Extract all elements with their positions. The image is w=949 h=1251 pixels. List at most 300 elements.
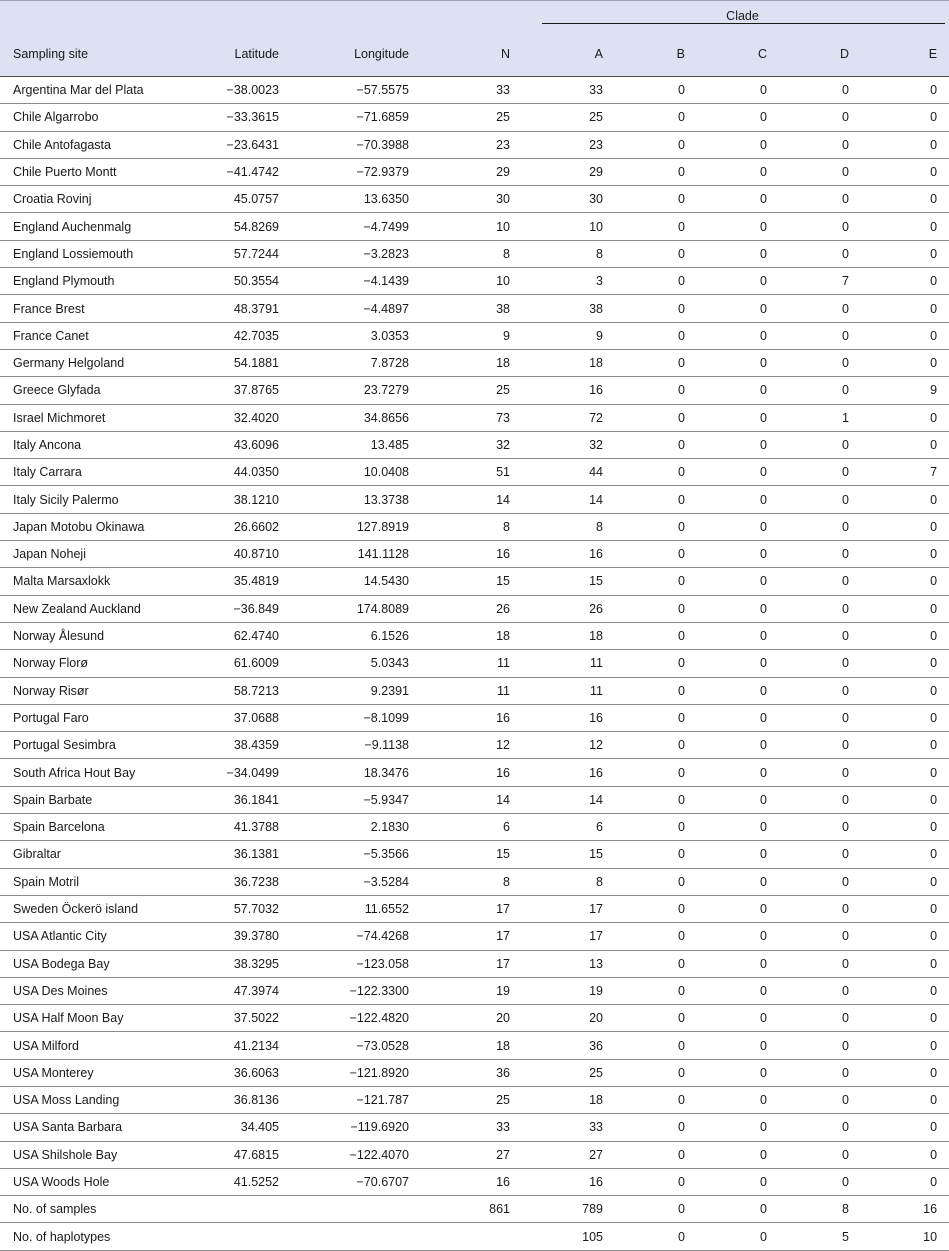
cell-clade-a: 16: [522, 704, 615, 731]
cell-clade-d: 0: [779, 595, 861, 622]
cell-latitude: 40.8710: [200, 541, 291, 568]
cell-sampling-site: Japan Motobu Okinawa: [0, 513, 200, 540]
cell-clade-e: 0: [861, 158, 949, 185]
cell-clade-e: 0: [861, 622, 949, 649]
cell-clade-b: 0: [615, 186, 697, 213]
cell-clade-a: 19: [522, 977, 615, 1004]
cell-clade-c: 0: [697, 732, 779, 759]
cell-longitude: −4.4897: [291, 295, 431, 322]
cell-clade-d: 0: [779, 213, 861, 240]
cell-sampling-site: England Lossiemouth: [0, 240, 200, 267]
cell-clade-e: 0: [861, 1005, 949, 1032]
cell-clade-b: 0: [615, 213, 697, 240]
cell-sampling-site: Croatia Rovinj: [0, 186, 200, 213]
cell-clade-b: 0: [615, 295, 697, 322]
cell-n: 8: [431, 240, 522, 267]
cell-longitude: −121.787: [291, 1086, 431, 1113]
col-header-clade-c: C: [697, 32, 779, 77]
table-row: [0, 650, 949, 677]
cell-clade-b: 0: [615, 268, 697, 295]
cell-clade-a: 26: [522, 595, 615, 622]
table-row: [0, 1059, 949, 1086]
cell-clade-c: 0: [697, 977, 779, 1004]
cell-latitude: 32.4020: [200, 404, 291, 431]
cell-clade-e: 0: [861, 677, 949, 704]
cell-sampling-site: Sweden Öckerö island: [0, 895, 200, 922]
table-row: [0, 786, 949, 813]
cell-latitude: 39.3780: [200, 923, 291, 950]
cell-clade-c: 0: [697, 513, 779, 540]
cell-sampling-site: Spain Motril: [0, 868, 200, 895]
cell-latitude: −23.6431: [200, 131, 291, 158]
cell-clade-a: 25: [522, 1059, 615, 1086]
table-row: [0, 131, 949, 158]
cell-latitude: 54.1881: [200, 349, 291, 376]
cell-n: 14: [431, 486, 522, 513]
cell-clade-b: 0: [615, 1141, 697, 1168]
cell-clade-e: 0: [861, 1059, 949, 1086]
cell-clade-b: 0: [615, 1086, 697, 1113]
cell-clade-b: 0: [615, 240, 697, 267]
cell-sampling-site: Germany Helgoland: [0, 349, 200, 376]
cell-clade-a: 8: [522, 240, 615, 267]
cell-clade-b: 0: [615, 459, 697, 486]
cell-latitude: 42.7035: [200, 322, 291, 349]
table-row: [0, 1196, 949, 1223]
cell-latitude: 57.7244: [200, 240, 291, 267]
cell-sampling-site: Japan Noheji: [0, 541, 200, 568]
cell-longitude: 13.3738: [291, 486, 431, 513]
cell-clade-d: 0: [779, 895, 861, 922]
cell-longitude: −123.058: [291, 950, 431, 977]
cell-clade-e: 0: [861, 923, 949, 950]
cell-clade-d: 0: [779, 568, 861, 595]
table-row: [0, 513, 949, 540]
cell-n: 25: [431, 1086, 522, 1113]
cell-clade-c: 0: [697, 923, 779, 950]
cell-clade-e: 0: [861, 1032, 949, 1059]
table-row: [0, 459, 949, 486]
cell-clade-c: 0: [697, 186, 779, 213]
cell-clade-a: 18: [522, 622, 615, 649]
cell-clade-d: 0: [779, 759, 861, 786]
cell-latitude: 35.4819: [200, 568, 291, 595]
cell-clade-c: 0: [697, 104, 779, 131]
cell-latitude: 58.7213: [200, 677, 291, 704]
cell-clade-c: 0: [697, 868, 779, 895]
cell-clade-a: 23: [522, 131, 615, 158]
table-row: [0, 1086, 949, 1113]
cell-clade-e: 10: [861, 1223, 949, 1250]
table-row: [0, 622, 949, 649]
cell-clade-e: 0: [861, 1141, 949, 1168]
cell-clade-c: 0: [697, 786, 779, 813]
cell-clade-c: 0: [697, 77, 779, 104]
cell-longitude: 3.0353: [291, 322, 431, 349]
cell-clade-d: 0: [779, 1059, 861, 1086]
cell-clade-c: 0: [697, 404, 779, 431]
cell-clade-a: 16: [522, 541, 615, 568]
cell-longitude: −70.3988: [291, 131, 431, 158]
cell-n: 12: [431, 732, 522, 759]
table-row: [0, 213, 949, 240]
cell-clade-d: 0: [779, 1114, 861, 1141]
cell-clade-e: 0: [861, 814, 949, 841]
cell-clade-c: 0: [697, 1086, 779, 1113]
cell-clade-c: 0: [697, 431, 779, 458]
cell-latitude: 41.5252: [200, 1168, 291, 1195]
cell-clade-b: 0: [615, 104, 697, 131]
cell-clade-c: 0: [697, 213, 779, 240]
cell-clade-b: 0: [615, 786, 697, 813]
cell-clade-e: 0: [861, 322, 949, 349]
cell-clade-a: 38: [522, 295, 615, 322]
cell-n: 29: [431, 158, 522, 185]
cell-clade-d: 0: [779, 732, 861, 759]
cell-clade-b: 0: [615, 977, 697, 1004]
cell-clade-b: 0: [615, 1196, 697, 1223]
cell-clade-b: 0: [615, 1114, 697, 1141]
cell-sampling-site: Argentina Mar del Plata: [0, 77, 200, 104]
cell-clade-d: 0: [779, 977, 861, 1004]
cell-latitude: −36.849: [200, 595, 291, 622]
cell-latitude: 36.7238: [200, 868, 291, 895]
cell-latitude: 37.8765: [200, 377, 291, 404]
cell-latitude: 57.7032: [200, 895, 291, 922]
cell-clade-a: 11: [522, 677, 615, 704]
cell-clade-e: 9: [861, 377, 949, 404]
cell-sampling-site: Italy Carrara: [0, 459, 200, 486]
cell-sampling-site: USA Half Moon Bay: [0, 1005, 200, 1032]
cell-clade-c: 0: [697, 650, 779, 677]
cell-clade-d: 0: [779, 868, 861, 895]
col-header-n: N: [431, 32, 522, 77]
cell-clade-a: 14: [522, 786, 615, 813]
cell-clade-c: 0: [697, 240, 779, 267]
cell-clade-e: 0: [861, 486, 949, 513]
table-row: [0, 868, 949, 895]
col-header-clade-a: A: [522, 32, 615, 77]
cell-clade-b: 0: [615, 1032, 697, 1059]
table-row: [0, 322, 949, 349]
cell-clade-d: 8: [779, 1196, 861, 1223]
cell-clade-b: 0: [615, 759, 697, 786]
cell-n: 33: [431, 1114, 522, 1141]
col-header-clade-e: E: [861, 32, 949, 77]
cell-clade-c: 0: [697, 950, 779, 977]
table-row: [0, 431, 949, 458]
cell-sampling-site: No. of samples: [0, 1196, 200, 1223]
cell-clade-a: 15: [522, 568, 615, 595]
table-row: [0, 77, 949, 104]
cell-clade-a: 14: [522, 486, 615, 513]
cell-clade-e: 0: [861, 895, 949, 922]
table-row: [0, 541, 949, 568]
cell-n: 26: [431, 595, 522, 622]
cell-n: 10: [431, 268, 522, 295]
cell-longitude: −72.9379: [291, 158, 431, 185]
cell-clade-b: 0: [615, 541, 697, 568]
cell-clade-e: 0: [861, 1086, 949, 1113]
cell-clade-b: 0: [615, 1005, 697, 1032]
cell-sampling-site: Portugal Sesimbra: [0, 732, 200, 759]
cell-latitude: 26.6602: [200, 513, 291, 540]
table-row: [0, 814, 949, 841]
table-row: [0, 104, 949, 131]
cell-clade-e: 0: [861, 650, 949, 677]
cell-n: 51: [431, 459, 522, 486]
cell-longitude: [291, 1196, 431, 1223]
cell-n: 6: [431, 814, 522, 841]
cell-clade-b: 0: [615, 704, 697, 731]
cell-clade-a: 17: [522, 895, 615, 922]
cell-longitude: 174.8089: [291, 595, 431, 622]
cell-n: 27: [431, 1141, 522, 1168]
table-row: [0, 486, 949, 513]
cell-clade-a: 33: [522, 77, 615, 104]
cell-clade-b: 0: [615, 377, 697, 404]
cell-sampling-site: Chile Puerto Montt: [0, 158, 200, 185]
clade-label: Clade: [726, 9, 759, 23]
clade-divider: [542, 23, 945, 24]
cell-longitude: 14.5430: [291, 568, 431, 595]
cell-n: 23: [431, 131, 522, 158]
cell-clade-a: 10: [522, 213, 615, 240]
cell-clade-e: 0: [861, 213, 949, 240]
cell-clade-c: 0: [697, 622, 779, 649]
cell-n: 17: [431, 950, 522, 977]
cell-n: 18: [431, 622, 522, 649]
cell-n: 25: [431, 104, 522, 131]
cell-clade-a: 27: [522, 1141, 615, 1168]
cell-clade-e: 0: [861, 131, 949, 158]
cell-sampling-site: USA Woods Hole: [0, 1168, 200, 1195]
cell-sampling-site: USA Moss Landing: [0, 1086, 200, 1113]
cell-longitude: −73.0528: [291, 1032, 431, 1059]
table-header: [0, 1, 949, 77]
cell-sampling-site: Spain Barcelona: [0, 814, 200, 841]
cell-clade-d: 0: [779, 1032, 861, 1059]
cell-clade-d: 0: [779, 186, 861, 213]
cell-sampling-site: No. of haplotypes: [0, 1223, 200, 1250]
cell-latitude: 47.6815: [200, 1141, 291, 1168]
cell-latitude: 37.0688: [200, 704, 291, 731]
cell-clade-e: 0: [861, 431, 949, 458]
cell-longitude: −4.7499: [291, 213, 431, 240]
cell-latitude: 38.1210: [200, 486, 291, 513]
cell-clade-b: 0: [615, 595, 697, 622]
cell-latitude: 61.6009: [200, 650, 291, 677]
table-row: [0, 1005, 949, 1032]
cell-longitude: −74.4268: [291, 923, 431, 950]
cell-clade-e: 0: [861, 759, 949, 786]
cell-latitude: −34.0499: [200, 759, 291, 786]
cell-longitude: −121.8920: [291, 1059, 431, 1086]
cell-n: 8: [431, 868, 522, 895]
cell-clade-a: 36: [522, 1032, 615, 1059]
cell-longitude: −9.1138: [291, 732, 431, 759]
cell-clade-c: 0: [697, 158, 779, 185]
cell-clade-b: 0: [615, 732, 697, 759]
cell-longitude: 141.1128: [291, 541, 431, 568]
cell-clade-d: 0: [779, 513, 861, 540]
cell-clade-a: 789: [522, 1196, 615, 1223]
cell-clade-e: 0: [861, 1114, 949, 1141]
cell-longitude: 18.3476: [291, 759, 431, 786]
cell-clade-a: 9: [522, 322, 615, 349]
cell-latitude: 43.6096: [200, 431, 291, 458]
cell-latitude: [200, 1223, 291, 1250]
table-row: [0, 677, 949, 704]
cell-latitude: 36.6063: [200, 1059, 291, 1086]
cell-latitude: [200, 1196, 291, 1223]
cell-longitude: −71.6859: [291, 104, 431, 131]
cell-clade-e: 16: [861, 1196, 949, 1223]
cell-clade-a: 18: [522, 1086, 615, 1113]
cell-latitude: 45.0757: [200, 186, 291, 213]
cell-clade-a: 12: [522, 732, 615, 759]
cell-clade-c: 0: [697, 349, 779, 376]
cell-clade-d: 0: [779, 1005, 861, 1032]
cell-longitude: 13.485: [291, 431, 431, 458]
table-body: [0, 77, 949, 1251]
cell-clade-d: 0: [779, 459, 861, 486]
cell-n: 16: [431, 541, 522, 568]
cell-n: [431, 1223, 522, 1250]
cell-clade-d: 0: [779, 1168, 861, 1195]
cell-clade-d: 0: [779, 295, 861, 322]
cell-clade-d: 0: [779, 431, 861, 458]
cell-sampling-site: Italy Sicily Palermo: [0, 486, 200, 513]
cell-clade-c: 0: [697, 1005, 779, 1032]
cell-clade-c: 0: [697, 895, 779, 922]
cell-sampling-site: England Auchenmalg: [0, 213, 200, 240]
cell-longitude: −5.3566: [291, 841, 431, 868]
cell-sampling-site: Chile Algarrobo: [0, 104, 200, 131]
cell-clade-e: 0: [861, 104, 949, 131]
cell-longitude: −4.1439: [291, 268, 431, 295]
cell-n: 36: [431, 1059, 522, 1086]
cell-sampling-site: Norway Florø: [0, 650, 200, 677]
cell-latitude: 37.5022: [200, 1005, 291, 1032]
cell-clade-a: 8: [522, 513, 615, 540]
cell-clade-e: 0: [861, 568, 949, 595]
cell-n: 25: [431, 377, 522, 404]
cell-clade-b: 0: [615, 513, 697, 540]
cell-latitude: −33.3615: [200, 104, 291, 131]
cell-clade-d: 0: [779, 77, 861, 104]
table-row: [0, 1141, 949, 1168]
cell-latitude: 54.8269: [200, 213, 291, 240]
cell-clade-d: 0: [779, 541, 861, 568]
cell-sampling-site: France Brest: [0, 295, 200, 322]
table-row: [0, 568, 949, 595]
cell-longitude: −122.3300: [291, 977, 431, 1004]
cell-clade-a: 72: [522, 404, 615, 431]
clade-group-header: [522, 1, 949, 33]
cell-clade-c: 0: [697, 704, 779, 731]
cell-longitude: 34.8656: [291, 404, 431, 431]
cell-sampling-site: USA Atlantic City: [0, 923, 200, 950]
table-row: [0, 186, 949, 213]
cell-clade-d: 0: [779, 158, 861, 185]
cell-clade-d: 0: [779, 131, 861, 158]
cell-longitude: 127.8919: [291, 513, 431, 540]
cell-sampling-site: England Plymouth: [0, 268, 200, 295]
cell-clade-b: 0: [615, 349, 697, 376]
cell-latitude: 34.405: [200, 1114, 291, 1141]
cell-clade-d: 0: [779, 677, 861, 704]
cell-longitude: −5.9347: [291, 786, 431, 813]
cell-clade-e: 0: [861, 268, 949, 295]
cell-sampling-site: Spain Barbate: [0, 786, 200, 813]
cell-clade-a: 25: [522, 104, 615, 131]
cell-n: 18: [431, 349, 522, 376]
cell-longitude: 23.7279: [291, 377, 431, 404]
cell-clade-d: 7: [779, 268, 861, 295]
cell-n: 16: [431, 759, 522, 786]
cell-n: 30: [431, 186, 522, 213]
cell-clade-c: 0: [697, 1141, 779, 1168]
cell-latitude: 41.3788: [200, 814, 291, 841]
cell-clade-d: 0: [779, 923, 861, 950]
cell-clade-d: 0: [779, 322, 861, 349]
cell-n: 32: [431, 431, 522, 458]
cell-n: 38: [431, 295, 522, 322]
cell-clade-b: 0: [615, 158, 697, 185]
cell-clade-b: 0: [615, 814, 697, 841]
cell-sampling-site: Israel Michmoret: [0, 404, 200, 431]
cell-clade-b: 0: [615, 841, 697, 868]
cell-clade-c: 0: [697, 377, 779, 404]
cell-clade-d: 1: [779, 404, 861, 431]
cell-longitude: −119.6920: [291, 1114, 431, 1141]
cell-longitude: 9.2391: [291, 677, 431, 704]
table-row: [0, 1223, 949, 1250]
table-row: [0, 377, 949, 404]
cell-sampling-site: Chile Antofagasta: [0, 131, 200, 158]
cell-latitude: 41.2134: [200, 1032, 291, 1059]
cell-clade-a: 32: [522, 431, 615, 458]
cell-n: 11: [431, 650, 522, 677]
cell-clade-c: 0: [697, 322, 779, 349]
cell-clade-b: 0: [615, 77, 697, 104]
cell-longitude: [291, 1223, 431, 1250]
cell-clade-a: 17: [522, 923, 615, 950]
cell-n: 18: [431, 1032, 522, 1059]
cell-clade-c: 0: [697, 1114, 779, 1141]
cell-clade-e: 0: [861, 295, 949, 322]
cell-clade-e: 0: [861, 1168, 949, 1195]
cell-clade-e: 0: [861, 349, 949, 376]
cell-clade-c: 0: [697, 486, 779, 513]
cell-clade-b: 0: [615, 895, 697, 922]
cell-n: 16: [431, 1168, 522, 1195]
cell-clade-b: 0: [615, 131, 697, 158]
cell-clade-a: 33: [522, 1114, 615, 1141]
cell-longitude: 7.8728: [291, 349, 431, 376]
cell-clade-e: 7: [861, 459, 949, 486]
col-header-clade-d: D: [779, 32, 861, 77]
cell-latitude: 62.4740: [200, 622, 291, 649]
cell-clade-c: 0: [697, 268, 779, 295]
cell-clade-d: 0: [779, 1141, 861, 1168]
table-row: [0, 977, 949, 1004]
cell-clade-c: 0: [697, 1032, 779, 1059]
cell-sampling-site: USA Shilshole Bay: [0, 1141, 200, 1168]
cell-clade-a: 15: [522, 841, 615, 868]
cell-longitude: −3.5284: [291, 868, 431, 895]
